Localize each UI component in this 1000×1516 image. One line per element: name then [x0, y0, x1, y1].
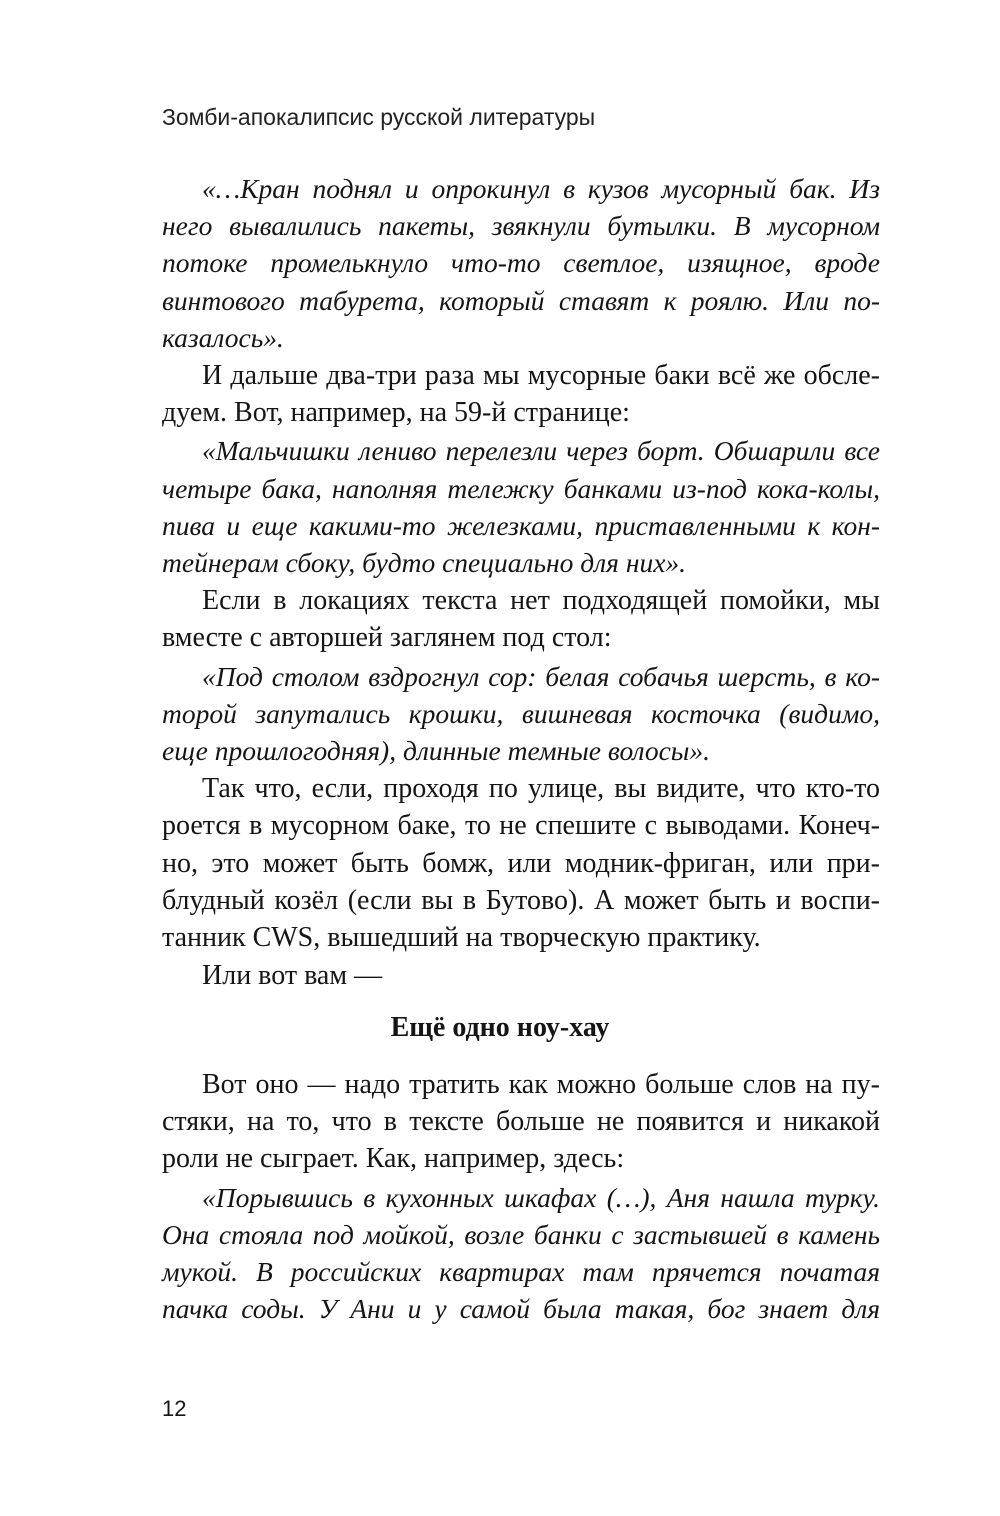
paragraph-line: дуем. Вот, например, на 59-й странице:	[162, 397, 630, 429]
quote-line: мукой. В российских квартирах там прячется початая	[162, 1256, 880, 1287]
paragraph-line: но, это может быть бомж, или модник-фриган, или при-	[162, 847, 880, 879]
paragraph-line: стяки, на то, что в тексте больше не появится и никакой	[162, 1106, 880, 1138]
paragraph-line: Так что, если, проходя по улице, вы видите, что кто-то	[202, 773, 880, 805]
paragraph-line: роется в мусорном баке, то не спешите с выводами. Конеч-	[162, 810, 880, 842]
paragraph-line: Если в локациях текста нет подходящей помойки, мы	[202, 585, 880, 617]
quote-line: тейнерам сбоку, будто специально для них».	[162, 547, 687, 578]
quote-line: винтового табурета, который ставят к роялю. Или по-	[162, 284, 880, 316]
paragraph-line: вместе с авторшей заглянем под стол:	[162, 622, 612, 654]
quote-line: еще прошлогодняя), длинные темные волосы».	[162, 735, 711, 766]
quote-line: торой запутались крошки, вишневая косточка (видимо,	[162, 697, 880, 729]
quote-line: «Порывшись в кухонных шкафах (…), Аня нашла турку.	[202, 1181, 880, 1213]
quote-line: «…Кран поднял и опрокинул в кузов мусорный бак. Из	[202, 173, 880, 204]
quote-line: него вывалились пакеты, звякнули бутылки. В мусорном	[162, 210, 880, 242]
quote-line: «Мальчишки лениво перелезли через борт. Обшарили все	[202, 435, 880, 467]
quote-line: пачка соды. У Ани и у самой была такая, бог знает для	[162, 1293, 880, 1325]
quote-line: «Под столом вздрогнул сор: белая собачья шерсть, в ко-	[202, 660, 880, 692]
paragraph-line: Вот оно — надо тратить как можно больше слов на пу-	[202, 1069, 880, 1100]
paragraph-line: И дальше два-три раза мы мусорные баки всё же обсле-	[202, 360, 880, 391]
quote-line: пива и еще какими-то железками, приставленными к кон-	[162, 509, 880, 541]
quote-line: Она стояла под мойкой, возле банки с застывшей в камень	[162, 1218, 880, 1250]
paragraph-line: танник CWS, вышедший на творческую практику.	[162, 922, 761, 953]
quote-line: потоке промелькнуло что-то светлое, изящное, вроде	[162, 247, 880, 279]
quote-line: казалось».	[162, 321, 284, 353]
paragraph-line: роли не сыграет. Как, например, здесь:	[162, 1143, 625, 1175]
quote-line: четыре бака, наполняя тележку банками из-под кока-колы,	[162, 472, 880, 504]
paragraph-line: блудный козёл (если вы в Бутово). А может быть и воспи-	[162, 884, 880, 916]
section-heading: Ещё одно ноу-хау	[390, 1012, 610, 1043]
page-number: 12	[162, 1396, 187, 1421]
paragraph-line: Или вот вам —	[202, 960, 383, 992]
running-head: Зомби-апокалипсис русской литературы	[162, 104, 596, 130]
